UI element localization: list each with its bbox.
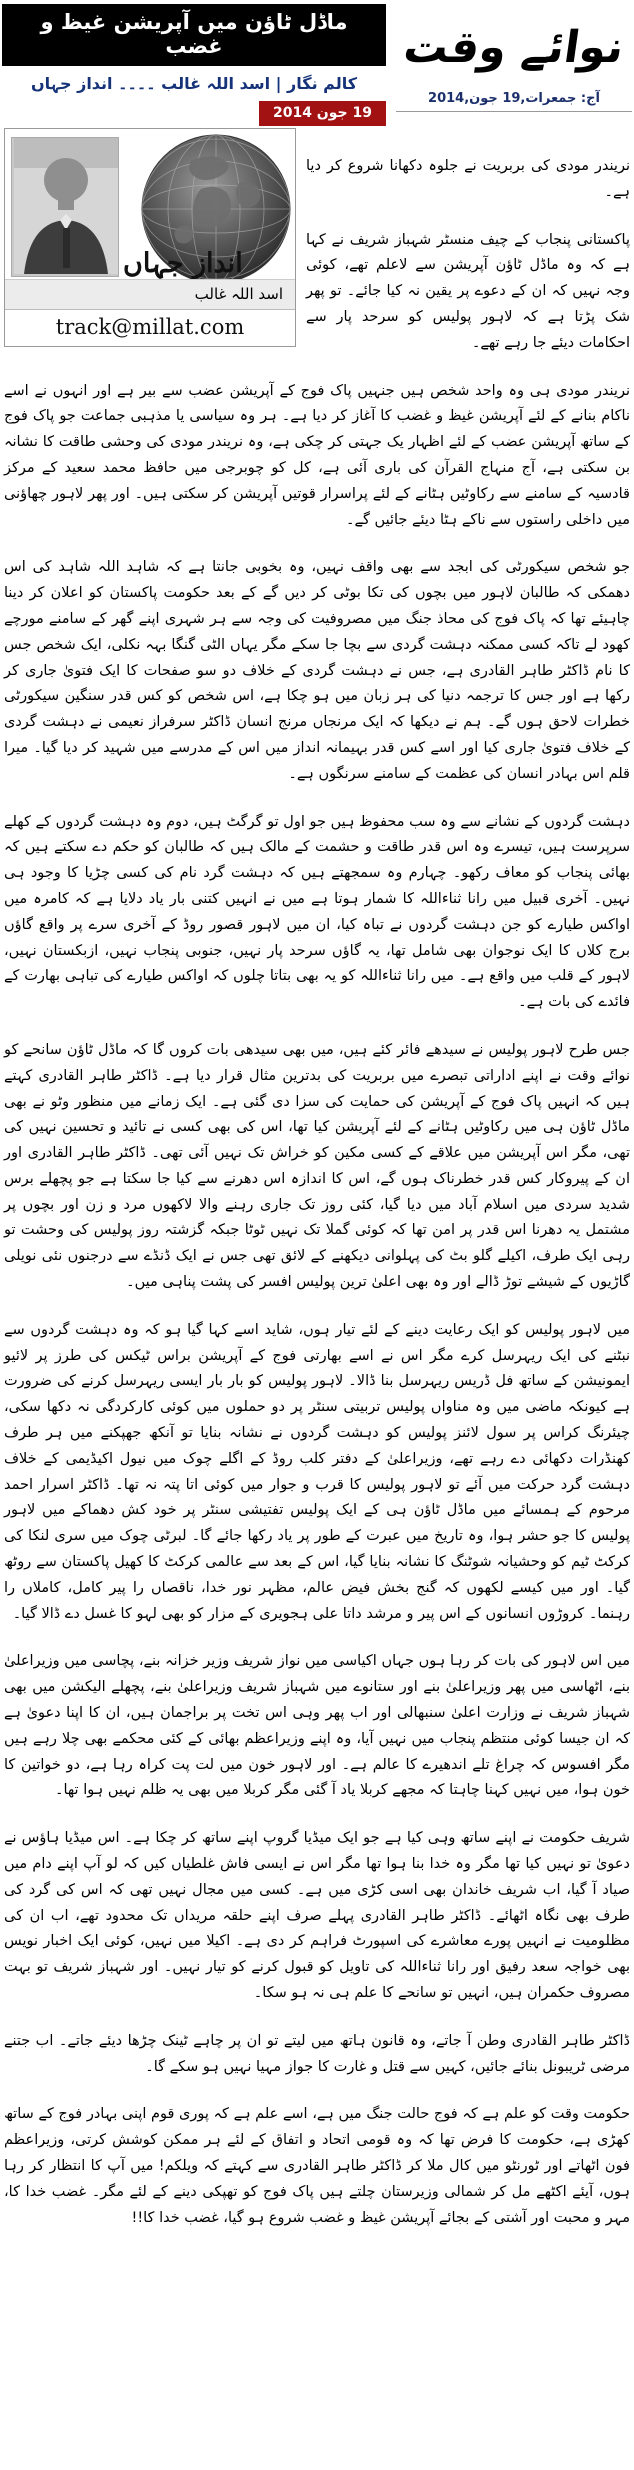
body-paragraph: میں لاہور پولیس کو ایک رعایت دینے کے لئے تیار ہوں، شاید اسے کہا گیا ہو کہ وہ دہشت گردوں سے نبٹنے کی ایک ریہرسل کرے مگر اس نے اسے بھارتی فوج کے آپریشن براس ٹیکس کی طرز پر لائیو ایمونیشن کے ساتھ فل ڈریس ریہرسل بنا ڈالا۔ لاہور پولیس کو بار بار ایسی ریہرسل کرنے کی ضرورت ہے کیونکہ ماضی میں وہ مناواں پولیس تربیتی سنٹر پر دو حملوں میں کوئی کارکردگی نہ دکھا سکی، چیئرنگ کراس پر سول لائنز پولیس کو دہشت گردوں نے نشانہ بنایا تو آنکھ جھپکنے میں ہر طرف کھنڈرات دکھائی دے رہے تھے، وزیراعلیٰ کے دفتر کلب روڈ کے اگلے چوک میں نیول اکیڈیمی کے خلاف دہشت گرد حرکت میں آئے تو لاہور پولیس کا قرب و جوار میں کوئی اتا پتہ نہ تھا۔ ڈاکٹر اسرار احمد مرحوم کے ہمسائے میں ماڈل ٹاؤن ہی کے ایک پولیس تفتیشی سنٹر پر خود کش دھماکے میں لاہور پولیس کا جو حشر ہوا، وہ تاریخ میں عبرت کے طور پر یاد رکھا جائے گا۔ لبرٹی چوک میں سری لنکا کی کرکٹ ٹیم کو وحشیانہ شوٹنگ کا نشانہ بنایا گیا، اس کے بعد سے عالمی کرکٹ کا کھیل پاکستان سے روٹھ گیا۔ اور میں کیسے لکھوں کہ گنج بخش فیض عالم، مظہر نور خدا، ناقصاں را پیر کامل، کاملاں را رہنما۔ کروڑوں انسانوں کے اس پیر و مرشد داتا علی ہجویری کے مزار کو بھی لہو کا غسل دے ڈالا گیا۔	[4, 1321, 630, 1622]
columnist-photo-box	[4, 128, 296, 347]
newspaper-logo: نوائے وقت	[400, 22, 628, 73]
body-paragraph: جس طرح لاہور پولیس نے سیدھے فائر کئے ہیں، میں بھی سیدھی بات کروں گا کہ ماڈل ٹاؤن سانحے کو نوائے وقت نے اپنے اداراتی تبصرے میں بربریت کی بدترین مثال قرار دیا ہے۔ ڈاکٹر طاہر القادری کہتے ہیں کہ انہیں پاک فوج کے آپریشن کی حمایت کی سزا دی گئی ہے۔ ایک زمانے میں منظور وٹو نے بھی ماڈل ٹاؤن ہی میں رکاوٹیں ہٹانے کے لئے آپریشن کیا تھا، اس کی بھی کسی نے تائید و تحسین نہیں کی تھی، مگر اس آپریشن میں علاقے کے کسی مکین کو خراش تک نہیں آئی تھی۔ ڈاکٹر طاہر القادری اور ان کے پیروکار کس قدر خطرناک ہوں گے، اس کا اندازہ اس دھرنے سے کیا جا سکتا ہے جو پچھلے برس شدید سردی میں اسلام آباد میں دیا گیا، کئی روز تک جاری رہنے والا لاکھوں مرد و زن اور بچوں پر مشتمل یہ دھرنا اس قدر پر امن تھا کہ کوئی گملا تک نہیں ٹوٹا جبکہ گزشتہ روز پولیس کی وحشت تو رہی ایک طرف، اکیلے گلو بٹ کی پہلوانی دیکھنے کے لائق تھی جس نے ایک ڈنڈے سے درجنوں نئی نویلی گاڑیوں کے شیشے توڑ ڈالے اور وہ بھی اعلیٰ ترین پولیس افسر کی پشت پناہی میں۔	[4, 1041, 630, 1291]
columnist-portrait	[11, 137, 119, 277]
date-line: آج: جمعرات,19 جون,2014	[396, 91, 632, 112]
masthead-logo-block	[396, 4, 632, 126]
body-paragraph: دہشت گردوں کے نشانے سے وہ سب محفوظ ہیں جو اول تو گرگٹ ہیں، دوم وہ دہشت گردوں کے کھلے سرپرست ہیں، تیسرے وہ اس قدر طاقت و حشمت کے مالک ہیں کہ طالبان کو حکم دے سکتے ہیں کہ بھائی پنجاب کو معاف رکھو۔ چہارم وہ سمجھتے ہیں کہ دہشت گرد نام کی کسی چڑیا کا وجود ہی نہیں۔ آخری قبیل میں رانا ثناءاللہ کا شمار ہوتا ہے میں نے انہیں کتنی بار یاد دلایا ہے کہ کامرہ میں اواکس طیارے کو جن دہشت گردوں نے تباہ کیا، ان میں لاہور قصور روڈ کے آخری سرے پر واقع گاؤں برج کلاں کا ایک نوجوان بھی شامل تھا، یہ گاؤں سرحد پار نہیں، جنوبی پنجاب نہیں، ازبکستان نہیں، لاہور کے قلب میں واقع ہے۔ میں رانا ثناءاللہ کو یہ بھی بتاتا چلوں کہ اواکس طیارے کی تباہی بھارت کے فائدے کی بات ہے۔	[4, 813, 630, 1011]
body-paragraph: نریندر مودی کی بربریت نے جلوہ دکھانا شروع کر دیا ہے۔	[306, 158, 630, 200]
body-paragraph: ڈاکٹر طاہر القادری وطن آ جاتے، وہ قانون ہاتھ میں لیتے تو ان پر چاہے ٹینک چڑھا دیئے جاتے۔ اب جتنے مرضی ٹریبونل بنائے جائیں، کہیں سے قتل و غارت کا جواز مہیا نہیں ہو سکے گا۔	[4, 2032, 630, 2075]
columnist-name: اسد اللہ غالب	[5, 279, 295, 309]
body-paragraph: حکومت وقت کو علم ہے کہ فوج حالت جنگ میں ہے، اسے علم ہے کہ پوری قوم اپنی بہادر فوج کے ساتھ کھڑی ہے، حکومت کا فرض تھا کہ وہ قومی اتحاد و اتفاق کے لئے ہر ممکن کوشش کرتی، وزیراعظم فون اٹھاتے اور ٹورنٹو میں کال ملا کر ڈاکٹر طاہر القادری سے کہتے کہ ویلکم! میں آپ کا انتظار کر رہا ہوں، آیئے اکٹھے مل کر شمالی وزیرستان چلتے ہیں پاک فوج کو تھپکی دینے کے لئے مگر۔ غضب خدا کا، مہر و محبت اور آشتی کے بجائے آپریشن غیظ و غضب شروع ہو گیا، غضب خدا کا!!	[4, 2106, 630, 2226]
article-title: ماڈل ٹاؤن میں آپریشن غیظ و غضب	[2, 4, 386, 66]
photo-area	[5, 129, 295, 279]
column-name: انداز جہاں	[123, 248, 243, 279]
body-paragraph: پاکستانی پنجاب کے چیف منسٹر شہباز شریف نے کہا ہے کہ وہ ماڈل ٹاؤن آپریشن سے لاعلم تھے، کوئی وجہ نہیں کہ ان کے دعوے پر یقین نہ کیا جائے۔ تو پھر شک پڑتا ہے کہ لاہور پولیس کو سرحد پار سے احکامات دیئے جا رہے تھے۔	[306, 231, 630, 351]
masthead	[0, 0, 634, 126]
byline: کالم نگار | اسد اللہ غالب ۔۔۔۔ انداز جہاں	[30, 74, 358, 93]
badge-row	[2, 101, 386, 126]
header-right	[2, 4, 396, 126]
body-paragraph: شریف حکومت نے اپنے ساتھ وہی کیا ہے جو ایک میڈیا گروپ اپنے ساتھ کر چکا ہے۔ اس میڈیا ہاؤس نے دعویٰ تو نہیں کیا تھا مگر وہ خدا بنا ہوا تھا مگر اس نے ایسی فاش غلطیاں کیں کہ لو آپ اپنے دام میں صیاد آ گیا، اب شریف خاندان بھی اسی کڑی میں ہے۔ کسی میں مجال نہیں تھی کہ اس کی گرد کی طرف بھی نگاہ اٹھائے۔ ڈاکٹر طاہر القادری پہلے صرف اپنے حلقہ مریداں تک محدود تھے، اب ان کی مظلومیت نے انہیں پورے معاشرے کی اسپورٹ فراہم کر دی ہے۔ اکیلا میں نہیں، کوئی ایک اخبار نویس بھی خواجہ سعد رفیق اور رانا ثناءاللہ کی تاویل کو قبول کرنے کو تیار نہیں۔ اور شہباز شریف تو بہت مصروف حکمران ہیں، انہیں تو سانحے کا علم ہی نہ ہو سکا۔	[4, 1830, 630, 2001]
date-badge: 19 جون 2014	[259, 101, 386, 126]
body-paragraph: نریندر مودی ہی وہ واحد شخص ہیں جنہیں پاک فوج کے آپریشن عضب سے بیر ہے اور انہوں نے اسے ناکام بنانے کے لئے آپریشن غیظ و غضب کا آغاز کر دیا ہے۔ ہر وہ سیاسی یا مذہبی جماعت جو پاک فوج کے ساتھ آپریشن عضب کے لئے اظہار یک جہتی کر چکی ہے، وہ نریندر مودی کی وحشی طاقت کا نشانہ بن سکتی ہے، آج منہاج القرآن کی باری آئی ہے، کل کو چوبرجی میں حافظ محمد سعید کے مرکز قادسیہ کے سامنے سے رکاوٹیں ہٹانے کے لئے پراسرار قوتیں آپریشن کر سکتی ہیں۔ اور پھر لاہور چھاؤنی میں داخلی راستوں سے ناکے ہٹا دیئے جائیں گے۔	[4, 382, 630, 528]
column-article	[0, 126, 634, 2283]
email-link[interactable]: track@millat.com	[5, 309, 295, 346]
body-paragraph: میں اس لاہور کی بات کر رہا ہوں جہاں اکیاسی میں نواز شریف وزیر خزانہ بنے، پچاسی میں وزیراعلیٰ بنے، اٹھاسی میں پھر وزیراعلیٰ بنے اور ستانوے میں شہباز شریف وزیراعلیٰ بنے، پچھلے الیکشن میں بھی شہباز شریف نے وزارت اعلیٰ سنبھالی اور اب پھر وہی اس تخت پر براجمان ہیں، ان کا اپنا دعویٰ ہے کہ ان جیسا کوئی منتظم پنجاب میں نہیں آیا، وہ اپنے وزیراعظم بھائی کے کئی محکمے بھی چلا رہے ہیں مگر افسوس کہ چراغ تلے اندھیرے کا عالم ہے۔ اور لاہور خون میں لت پت کراہ رہا ہے، دو خواتین کا خون ہوا، میں نہیں کہنا چاہتا کہ مجھے کربلا یاد آ گئی مگر کربلا میں بھی یہ ظلم نہیں ہوا تھا۔	[4, 1653, 630, 1799]
article-body	[4, 154, 630, 2231]
body-paragraph: جو شخص سیکورٹی کی ابجد سے بھی واقف نہیں، وہ بخوبی جانتا ہے کہ شاہد اللہ شاہد کی اس دھمکی کہ طالبان لاہور میں بچوں کی تکا بوٹی کر دیں گے کے بعد حکومت پاکستان کو اعلان کر دینا چاہیئے تھا کہ پاک فوج کی محاذ جنگ میں مصروفیت کی وجہ سے ہر شہری اپنے گھر کے سامنے مورچے کھود لے تاکہ کسی ممکنہ دہشت گردی سے بچا جا سکے مگر یہاں الٹی گنگا بہہ نکلی، ایک شخص جس کا نام ڈاکٹر طاہر القادری ہے، جس نے دہشت گردی کے خلاف دو سو صفحات کا ایک فتویٰ جاری کر رکھا ہے اور جس کا ترجمہ دنیا کی ہر زبان میں ہو چکا ہے، اس شخص کو کس قدر سنگین سیکورٹی خطرات لاحق ہوں گے۔ ہم نے دیکھا کہ ایک مرنجاں مرنج انسان ڈاکٹر سرفراز نعیمی نے دہشت گردی کے خلاف فتویٰ جاری کیا اور اسے کس قدر بہیمانہ انداز میں اس کے مدرسے میں شہید کر دیا گیا۔ میرا قلم اس بہادر انسان کی عظمت کے سامنے سرنگوں ہے۔	[4, 559, 630, 782]
